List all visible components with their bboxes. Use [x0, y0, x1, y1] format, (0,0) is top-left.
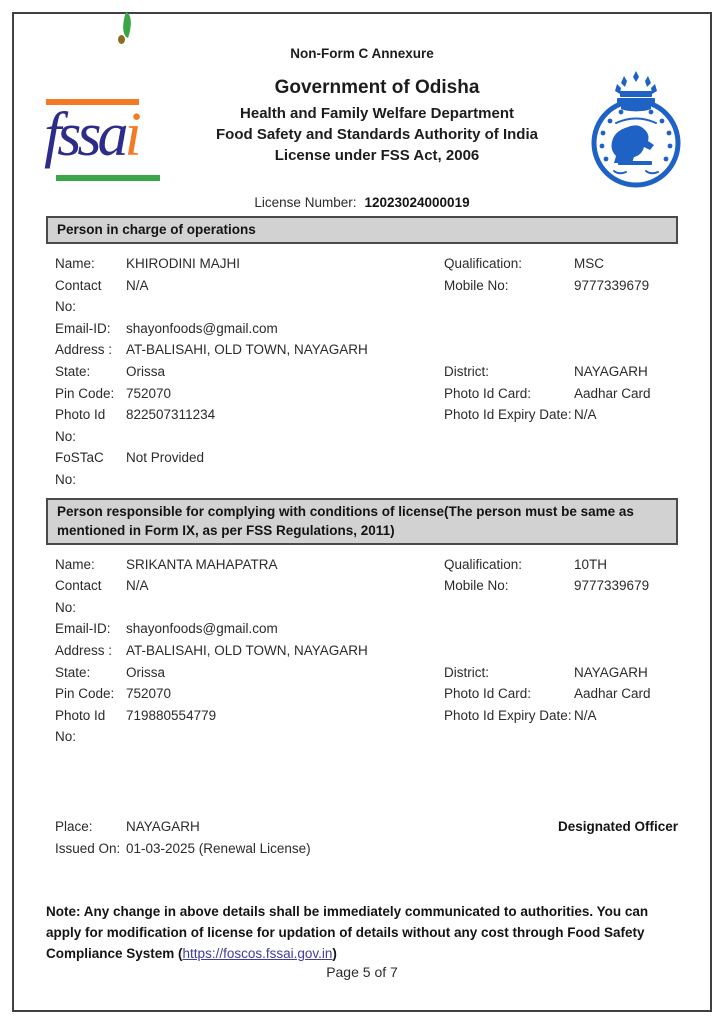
- license-number-value: 12023024000019: [364, 195, 470, 210]
- field-label: Name:: [55, 556, 95, 572]
- fssai-logo-wordmark: [44, 89, 138, 181]
- field-value: N/A: [574, 707, 597, 723]
- field-value: Orissa: [126, 664, 166, 680]
- field-value: 9777339679: [574, 277, 650, 293]
- field-row: [46, 575, 678, 618]
- section-rows: [46, 253, 678, 491]
- field-label: State:: [55, 363, 91, 379]
- field-label: Photo Id Expiry Date:: [444, 407, 572, 423]
- field-label: Name:: [55, 256, 95, 271]
- field-value: [574, 618, 678, 640]
- field-label: FoSTaC No:: [55, 450, 104, 487]
- odisha-emblem-icon: [590, 67, 682, 193]
- field-value: AT-BALISAHI, OLD TOWN, NAYAGARH: [126, 642, 368, 658]
- field-label: [444, 447, 574, 490]
- place-value: NAYAGARH: [126, 818, 200, 834]
- department-title: Health and Family Welfare Department: [240, 105, 514, 122]
- field-label: Contact No:: [55, 277, 102, 315]
- field-value: Aadhar Card: [574, 385, 651, 401]
- field-value: [574, 318, 678, 340]
- field-label: [444, 640, 574, 662]
- field-value: SRIKANTA MAHAPATRA: [126, 556, 278, 572]
- field-value: 9777339679: [574, 578, 650, 594]
- issued-on-label: Issued On:: [55, 841, 121, 857]
- field-label: Qualification:: [444, 556, 523, 572]
- license-number-line: [14, 195, 710, 210]
- field-row: [46, 683, 678, 705]
- issued-on-value: 01-03-2025 (Renewal License): [126, 841, 311, 857]
- field-value: N/A: [126, 578, 149, 594]
- field-label: [444, 618, 574, 640]
- field-label: Photo Id No:: [55, 707, 106, 745]
- field-row: [46, 275, 678, 318]
- section-rows: [46, 554, 678, 748]
- place-row: [46, 816, 678, 839]
- field-value: NAYAGARH: [574, 363, 648, 379]
- field-value: Not Provided: [126, 450, 205, 466]
- sections: [14, 216, 710, 748]
- field-label: Photo Id No:: [55, 407, 106, 444]
- field-label: District:: [444, 664, 489, 680]
- field-value: shayonfoods@gmail.com: [126, 621, 278, 637]
- document-header: [44, 65, 682, 193]
- field-label: Qualification:: [444, 256, 523, 271]
- field-label: [444, 339, 574, 361]
- field-label: Address :: [55, 342, 113, 358]
- field-label: Photo Id Card:: [444, 385, 532, 401]
- field-row: [46, 361, 678, 383]
- field-row: [46, 640, 678, 662]
- field-row: [46, 662, 678, 684]
- note-after-link: ): [332, 945, 337, 961]
- field-label: Email-ID:: [55, 320, 111, 336]
- field-label: Pin Code:: [55, 385, 115, 401]
- field-value: AT-BALISAHI, OLD TOWN, NAYAGARH: [126, 342, 368, 358]
- issued-on-row: [46, 838, 678, 861]
- field-label: Pin Code:: [55, 686, 115, 702]
- field-label: District:: [444, 363, 489, 379]
- section-header: Person responsible for complying with conditions of license(The person must be same as mentioned in Form IX, as per FSS Regulations, 2011): [46, 498, 678, 545]
- field-row: [46, 383, 678, 405]
- foscos-link[interactable]: https://foscos.fssai.gov.in: [182, 945, 333, 961]
- field-value: [574, 339, 678, 361]
- field-value: Aadhar Card: [574, 686, 651, 702]
- government-title: Government of Odisha: [274, 77, 480, 98]
- field-value: 822507311234: [126, 407, 216, 423]
- field-label: Mobile No:: [444, 277, 509, 293]
- field-value: KHIRODINI MAJHI: [126, 256, 241, 271]
- fssai-logo-bottom-bar: [56, 175, 160, 181]
- section-header: Person in charge of operations: [46, 216, 678, 244]
- field-value: N/A: [126, 277, 149, 293]
- field-row: [46, 618, 678, 640]
- fssai-logo: [44, 75, 164, 183]
- field-value: NAYAGARH: [574, 664, 648, 680]
- license-number-label: License Number:: [254, 195, 357, 210]
- field-row: [46, 705, 678, 748]
- field-label: Photo Id Card:: [444, 686, 532, 702]
- designated-officer-label: Designated Officer: [557, 818, 678, 834]
- note-text: [46, 901, 678, 964]
- field-label: [444, 318, 574, 340]
- page-number: Page 5 of 7: [326, 964, 398, 980]
- field-value: Orissa: [126, 363, 166, 379]
- field-label: Photo Id Expiry Date:: [444, 707, 572, 723]
- field-label: Mobile No:: [444, 578, 509, 594]
- issuance-block: [46, 816, 678, 861]
- field-row: [46, 339, 678, 361]
- field-value: 10TH: [574, 556, 608, 572]
- header-titles: [164, 77, 590, 166]
- field-value: 752070: [126, 385, 172, 401]
- field-value: [574, 447, 678, 490]
- field-value: shayonfoods@gmail.com: [126, 320, 278, 336]
- field-label: Email-ID:: [55, 621, 111, 637]
- annexure-title: Non-Form C Annexure: [290, 46, 434, 61]
- fssai-logo-text: fssa: [44, 101, 125, 169]
- field-row: [46, 404, 678, 447]
- authority-title: Food Safety and Standards Authority of India: [216, 126, 538, 143]
- field-row: [46, 554, 678, 576]
- seed-icon: [118, 35, 125, 44]
- field-label: State:: [55, 664, 91, 680]
- field-row: [46, 253, 678, 275]
- field-label: Contact No:: [55, 578, 102, 615]
- field-value: MSC: [574, 256, 604, 271]
- place-label: Place:: [55, 818, 93, 834]
- field-row: [46, 318, 678, 340]
- field-row: [46, 447, 678, 490]
- field-value: 719880554779: [126, 707, 217, 723]
- field-value: 752070: [126, 686, 172, 702]
- fssai-logo-i: i: [124, 101, 137, 169]
- field-value: N/A: [574, 407, 597, 423]
- field-label: Address :: [55, 642, 113, 658]
- document-page: [12, 12, 712, 1012]
- license-act-title: License under FSS Act, 2006: [274, 147, 480, 164]
- note-before-link: Note: Any change in above details shall be immediately communicated to authorities. You can apply for modification of license for updation of details without any cost through Food Safety Compliance System (: [46, 903, 649, 961]
- field-value: [574, 640, 678, 662]
